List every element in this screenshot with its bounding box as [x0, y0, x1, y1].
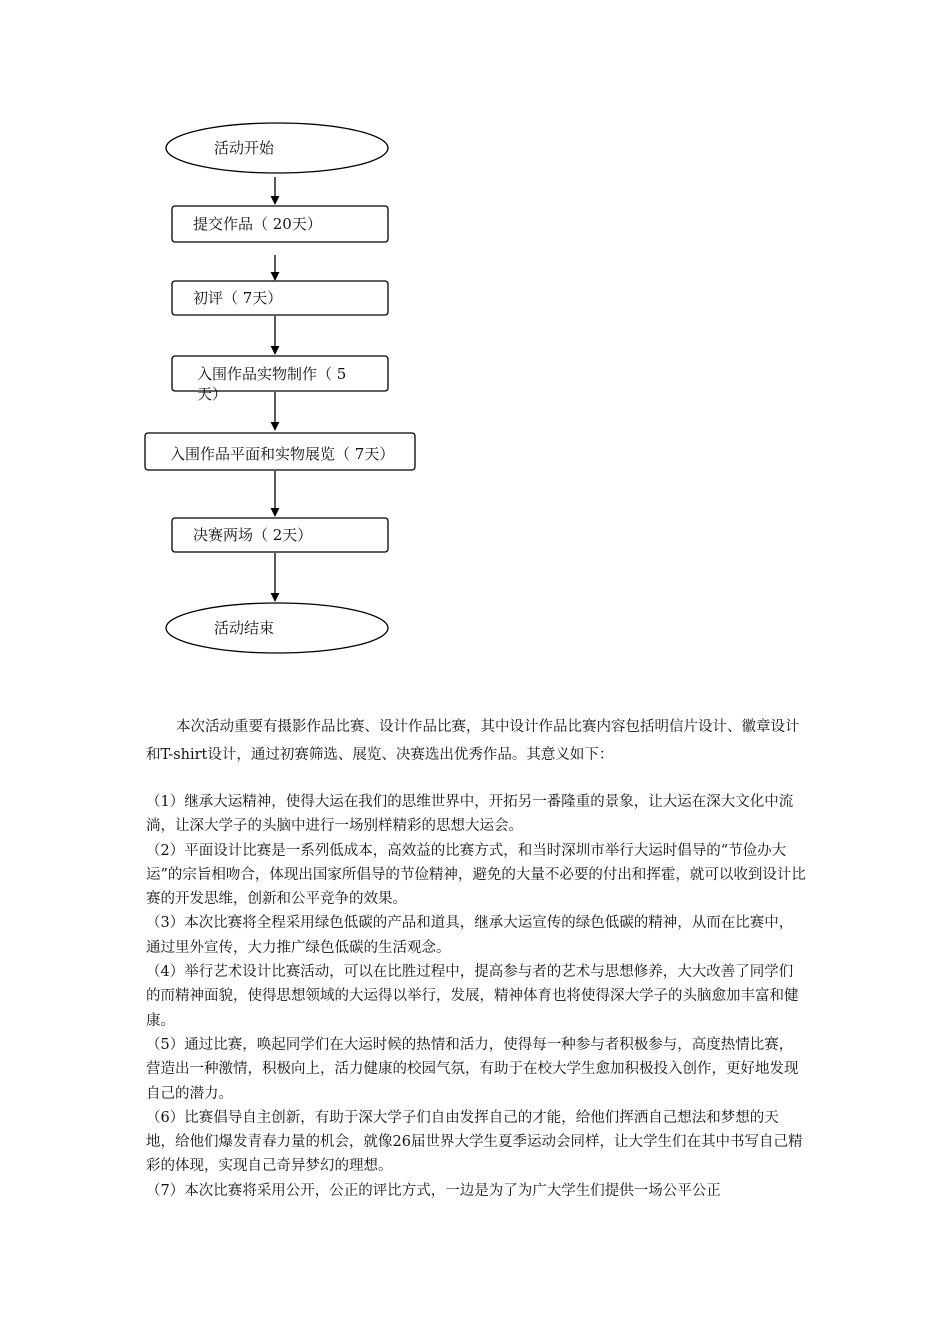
list-item: （2）平面设计比赛是一系列低成本，高效益的比赛方式，和当时深圳市举行大运时倡导的“节俭办大运”的宗旨相吻合，体现出国家所倡导的节俭精神，避免的大量不必要的付出和挥霍，就可以收到设计比赛的开发思维，创新和公平竞争的效果。	[146, 842, 806, 908]
list-item: （7）本次比赛将采用公开，公正的评比方式，一边是为了为广大学生们提供一场公平公正	[146, 1182, 721, 1199]
list-item: （5）通过比赛，唤起同学们在大运时候的热情和活力，使得每一种参与者积极参与，高度热情比赛，营造出一种激情，积极向上，活力健康的校园气氛，有助于在校大学生愈加积极投入创作，更好地发现自己的潜力。	[146, 1036, 799, 1102]
end-label: 活动结束	[214, 619, 275, 637]
significance-list	[146, 790, 806, 1203]
list-item: （6）比赛倡导自主创新，有助于深大学子们自由发挥自己的才能，给他们挥洒自己想法和梦想的天地，给他们爆发青春力量的机会，就像26届世界大学生夏季运动会同样，让大学生们在其中书写自己精彩的体现，实现自己奇异梦幻的理想。	[146, 1109, 803, 1175]
step-label-exhibit: 入围作品平面和实物展览（ 7天）	[170, 445, 395, 463]
step-label-review: 初评（ 7天）	[193, 289, 283, 307]
list-item: （3）本次比赛将全程采用绿色低碳的产品和道具，继承大运宣传的绿色低碳的精神，从而在比赛中，通过里外宣传，大力推广绿色低碳的生活观念。	[146, 915, 794, 956]
step-label-final: 决赛两场（ 2天）	[193, 526, 313, 544]
start-label: 活动开始	[214, 139, 275, 157]
step-label-submit: 提交作品（ 20天）	[193, 215, 322, 233]
end-node	[166, 603, 388, 653]
start-node	[166, 123, 388, 173]
intro-paragraph: 本次活动重要有摄影作品比赛、设计作品比赛，其中设计作品比赛内容包括明信片设计、徽章设计和T-shirt设计，通过初赛筛选、展览、决赛选出优秀作品。其意义如下：	[146, 719, 800, 763]
list-item: （4）举行艺术设计比赛活动，可以在比胜过程中，提高参与者的艺术与思想修养，大大改善了同学们的而精神面貌，使得思想领域的大运得以举行，发展，精神体育也将使得深大学子的头脑愈加丰富和健康。	[146, 964, 799, 1029]
list-item: （1）继承大运精神，使得大运在我们的思维世界中，开拓另一番隆重的景象，让大运在深大文化中流淌，让深大学子的头脑中进行一场别样精彩的思想大运会。	[146, 794, 794, 835]
step-label-make: 入围作品实物制作（ 5天）	[197, 365, 347, 403]
